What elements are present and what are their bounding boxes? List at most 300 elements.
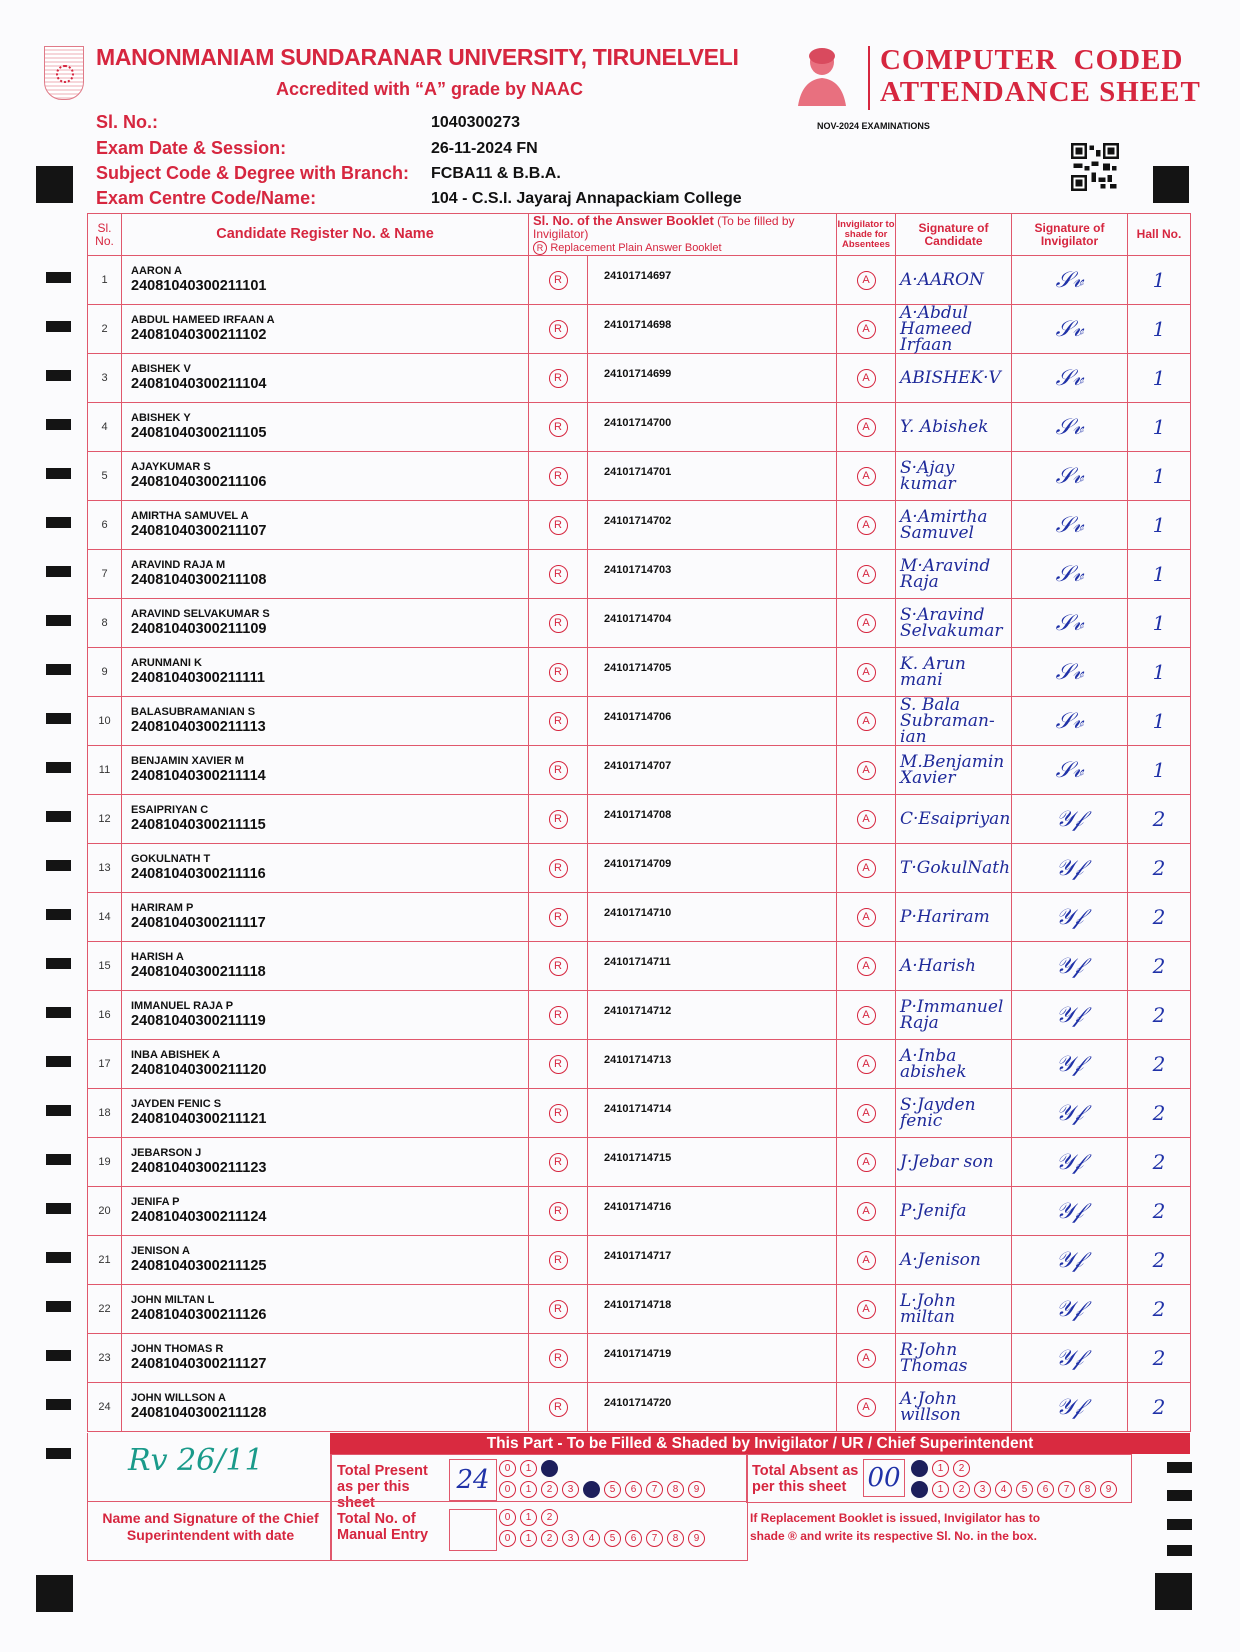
total-absent-label: Total Absent as per this sheet (752, 1463, 859, 1495)
university-name: MANONMANIAM SUNDARANAR UNIVERSITY, TIRUNELVELI (96, 44, 739, 70)
register-number: 24081040300211111 (131, 670, 265, 686)
absent-a-bubble[interactable]: A (857, 1349, 876, 1368)
replacement-r-bubble[interactable]: R (549, 1006, 568, 1025)
absent-bubble-cell[interactable] (837, 256, 896, 305)
absent-bubble-cell[interactable] (837, 550, 896, 599)
absent-a-bubble[interactable]: A (857, 1300, 876, 1319)
registration-mark (1155, 1573, 1192, 1610)
absent-bubble-cell[interactable] (837, 501, 896, 550)
absent-bubble-cell[interactable] (837, 1334, 896, 1383)
replacement-bubble-cell[interactable] (529, 1138, 588, 1187)
register-number: 24081040300211101 (131, 278, 267, 294)
row-sl-no: 13 (88, 844, 122, 893)
register-number: 24081040300211127 (131, 1356, 267, 1372)
register-number: 24081040300211125 (131, 1258, 267, 1274)
replacement-r-bubble[interactable]: R (549, 810, 568, 829)
replacement-bubble-cell[interactable] (529, 1285, 588, 1334)
candidate-cell (122, 403, 529, 452)
digit-bubble-0[interactable]: 0 (911, 1481, 928, 1498)
candidate-cell (122, 648, 529, 697)
replacement-r-bubble[interactable]: R (549, 761, 568, 780)
candidate-signature: S·Jayden fenic (896, 1089, 1012, 1138)
chief-label-box (87, 1501, 332, 1561)
replacement-r-bubble[interactable]: R (549, 957, 568, 976)
candidate-signature: S·Ajay kumar (896, 452, 1012, 501)
candidate-name: JEBARSON J (131, 1147, 202, 1159)
absent-bubble-cell[interactable] (837, 1187, 896, 1236)
candidate-cell (122, 1383, 529, 1432)
total-present-box[interactable]: 24 (449, 1459, 497, 1501)
absent-bubble-cell[interactable] (837, 305, 896, 354)
absent-a-bubble[interactable]: A (857, 1104, 876, 1123)
replacement-bubble-cell[interactable] (529, 1236, 588, 1285)
digit-bubble-2[interactable]: 2 (541, 1460, 558, 1477)
sl-no-value: 1040300273 (431, 114, 520, 131)
candidate-name: HARISH A (131, 951, 184, 963)
hall-number: 1 (1128, 501, 1191, 550)
absent-bubble-cell[interactable] (837, 795, 896, 844)
row-sl-no: 5 (88, 452, 122, 501)
register-number: 24081040300211116 (131, 866, 266, 882)
absent-bubble-cell[interactable] (837, 1040, 896, 1089)
table-row (88, 1285, 1191, 1334)
absent-a-bubble[interactable]: A (857, 1202, 876, 1221)
absent-a-bubble[interactable]: A (857, 957, 876, 976)
candidate-signature: K. Arun mani (896, 648, 1012, 697)
absent-a-bubble[interactable]: A (857, 369, 876, 388)
manual-units-bubbles[interactable] (499, 1530, 705, 1547)
hall-number: 2 (1128, 942, 1191, 991)
absent-bubble-cell[interactable] (837, 354, 896, 403)
absent-bubble-cell[interactable] (837, 648, 896, 697)
digit-bubble-1[interactable]: 1 (520, 1530, 537, 1547)
row-sl-no: 22 (88, 1285, 122, 1334)
table-row (88, 942, 1191, 991)
digit-bubble-3[interactable]: 3 (562, 1530, 579, 1547)
candidate-name: GOKULNATH T (131, 853, 211, 865)
invigilator-signature: 𝒴𝒻 (1012, 1236, 1128, 1285)
replacement-r-bubble[interactable]: R (549, 320, 568, 339)
exam-series: NOV-2024 EXAMINATIONS (817, 121, 930, 131)
replacement-r-bubble[interactable]: R (549, 1153, 568, 1172)
register-number: 24081040300211106 (131, 474, 267, 490)
absent-a-bubble[interactable]: A (857, 1153, 876, 1172)
absent-a-bubble[interactable]: A (857, 565, 876, 584)
invigilator-signature: 𝒴𝒻 (1012, 1187, 1128, 1236)
digit-bubble-8[interactable]: 8 (667, 1481, 684, 1498)
candidate-signature: M.Benjamin Xavier (896, 746, 1012, 795)
register-number: 24081040300211121 (131, 1111, 267, 1127)
candidate-name: JENIFA P (131, 1196, 180, 1208)
centre-value: 104 - C.S.I. Jayaraj Annapackiam College (431, 190, 742, 207)
digit-bubble-0[interactable]: 0 (911, 1460, 928, 1477)
row-sl-no: 15 (88, 942, 122, 991)
absent-bubble-cell[interactable] (837, 1285, 896, 1334)
absent-a-bubble[interactable]: A (857, 663, 876, 682)
absent-bubble-cell[interactable] (837, 1383, 896, 1432)
replacement-bubble-cell[interactable] (529, 648, 588, 697)
candidate-signature: S. Bala Subraman-ian (896, 697, 1012, 746)
absent-bubble-cell[interactable] (837, 942, 896, 991)
invigilator-signature: 𝒮𝓋 (1012, 501, 1128, 550)
replacement-r-bubble[interactable]: R (549, 1202, 568, 1221)
absent-a-bubble[interactable]: A (857, 1251, 876, 1270)
candidate-cell (122, 1089, 529, 1138)
manual-entry-label: Total No. of Manual Entry (337, 1511, 429, 1543)
booklet-number: 24101714709 (588, 844, 837, 893)
table-row (88, 746, 1191, 795)
table-row (88, 1187, 1191, 1236)
replacement-bubble-cell[interactable] (529, 256, 588, 305)
digit-bubble-9[interactable]: 9 (688, 1530, 705, 1547)
candidate-name: JOHN MILTAN L (131, 1294, 215, 1306)
table-row (88, 1040, 1191, 1089)
row-sl-no: 9 (88, 648, 122, 697)
candidate-signature: ABISHEK·V (896, 354, 1012, 403)
chief-label: Name and Signature of the Chief Superintendent with date (102, 1510, 319, 1543)
exam-date-value: 26-11-2024 FN (431, 140, 538, 157)
booklet-number: 24101714700 (588, 403, 837, 452)
candidate-name: HARIRAM P (131, 902, 194, 914)
replacement-bubble-cell[interactable] (529, 942, 588, 991)
absent-bubble-cell[interactable] (837, 403, 896, 452)
candidate-cell (122, 599, 529, 648)
register-number: 24081040300211107 (131, 523, 267, 539)
digit-bubble-6[interactable]: 6 (625, 1530, 642, 1547)
booklet-number: 24101714716 (588, 1187, 837, 1236)
candidate-name: JOHN WILLSON A (131, 1392, 226, 1404)
absent-a-bubble[interactable]: A (857, 614, 876, 633)
invigilator-signature: 𝒮𝓋 (1012, 697, 1128, 746)
candidate-signature: A·Inba abishek (896, 1040, 1012, 1089)
row-sl-no: 6 (88, 501, 122, 550)
digit-bubble-9[interactable]: 9 (688, 1481, 705, 1498)
absent-a-bubble[interactable]: A (857, 859, 876, 878)
absent-a-bubble[interactable]: A (857, 1055, 876, 1074)
digit-bubble-0[interactable]: 0 (499, 1509, 516, 1526)
candidate-cell (122, 1138, 529, 1187)
digit-bubble-1[interactable]: 1 (932, 1460, 949, 1477)
registration-mark (36, 1575, 73, 1612)
candidate-signature: Y. Abishek (896, 403, 1012, 452)
candidate-name: AJAYKUMAR S (131, 461, 211, 473)
candidate-cell (122, 354, 529, 403)
subject-value: FCBA11 & B.B.A. (431, 165, 561, 182)
replacement-bubble-cell[interactable] (529, 746, 588, 795)
digit-bubble-1[interactable]: 1 (520, 1460, 537, 1477)
hall-number: 2 (1128, 1236, 1191, 1285)
row-sl-no: 4 (88, 403, 122, 452)
row-sl-no: 24 (88, 1383, 122, 1432)
absent-a-bubble[interactable]: A (857, 761, 876, 780)
digit-bubble-2[interactable]: 2 (953, 1481, 970, 1498)
table-row (88, 599, 1191, 648)
digit-bubble-1[interactable]: 1 (932, 1481, 949, 1498)
qr-code-icon (1071, 142, 1119, 192)
hall-number: 1 (1128, 354, 1191, 403)
hall-number: 1 (1128, 599, 1191, 648)
replacement-r-bubble[interactable]: R (549, 663, 568, 682)
replacement-bubble-cell[interactable] (529, 354, 588, 403)
table-row (88, 501, 1191, 550)
digit-bubble-7[interactable]: 7 (646, 1481, 663, 1498)
digit-bubble-7[interactable]: 7 (1058, 1481, 1075, 1498)
digit-bubble-5[interactable]: 5 (604, 1481, 621, 1498)
replacement-r-bubble[interactable]: R (549, 1055, 568, 1074)
candidate-cell (122, 942, 529, 991)
replacement-bubble-cell[interactable] (529, 1334, 588, 1383)
hall-number: 2 (1128, 1383, 1191, 1432)
replacement-r-bubble[interactable]: R (549, 418, 568, 437)
replacement-r-bubble[interactable]: R (549, 1398, 568, 1417)
row-sl-no: 18 (88, 1089, 122, 1138)
booklet-number: 24101714719 (588, 1334, 837, 1383)
total-present-label: Total Present as per this sheet (337, 1463, 428, 1511)
hall-number: 2 (1128, 1040, 1191, 1089)
booklet-number: 24101714701 (588, 452, 837, 501)
replacement-bubble-cell[interactable] (529, 893, 588, 942)
digit-bubble-4[interactable]: 4 (995, 1481, 1012, 1498)
table-row (88, 305, 1191, 354)
candidate-name: BALASUBRAMANIAN S (131, 706, 256, 718)
absent-bubble-cell[interactable] (837, 1138, 896, 1187)
booklet-header-sub: Replacement Plain Answer Booklet (550, 242, 722, 254)
replacement-r-bubble[interactable]: R (549, 565, 568, 584)
candidate-cell (122, 550, 529, 599)
accreditation: Accredited with “A” grade by NAAC (276, 79, 584, 99)
absent-bubble-cell[interactable] (837, 844, 896, 893)
absent-bubble-cell[interactable] (837, 697, 896, 746)
booklet-number: 24101714717 (588, 1236, 837, 1285)
total-absent-box[interactable]: 00 (863, 1459, 905, 1497)
invigilator-signature: 𝒴𝒻 (1012, 1089, 1128, 1138)
row-sl-no: 21 (88, 1236, 122, 1285)
invigilator-signature: 𝒴𝒻 (1012, 991, 1128, 1040)
absent-tens-bubbles[interactable] (911, 1460, 970, 1477)
absent-bubble-cell[interactable] (837, 1236, 896, 1285)
table-row (88, 844, 1191, 893)
replacement-r-icon: R (533, 241, 547, 255)
absent-a-bubble[interactable]: A (857, 271, 876, 290)
candidate-name: ARAVIND SELVAKUMAR S (131, 608, 270, 620)
hall-number: 2 (1128, 844, 1191, 893)
register-number: 24081040300211114 (131, 768, 266, 784)
col-header-booklet (529, 214, 837, 256)
row-sl-no: 14 (88, 893, 122, 942)
table-row (88, 550, 1191, 599)
digit-bubble-4[interactable]: 4 (583, 1530, 600, 1547)
candidate-cell (122, 1236, 529, 1285)
absent-a-bubble[interactable]: A (857, 908, 876, 927)
candidate-cell (122, 991, 529, 1040)
replacement-r-bubble[interactable]: R (549, 859, 568, 878)
digit-bubble-1[interactable]: 1 (520, 1481, 537, 1498)
replacement-r-bubble[interactable]: R (549, 1300, 568, 1319)
hall-number: 1 (1128, 403, 1191, 452)
register-number: 24081040300211104 (131, 376, 267, 392)
booklet-number: 24101714712 (588, 991, 837, 1040)
replacement-r-bubble[interactable]: R (549, 516, 568, 535)
replacement-bubble-cell[interactable] (529, 501, 588, 550)
digit-bubble-8[interactable]: 8 (667, 1530, 684, 1547)
candidate-cell (122, 1334, 529, 1383)
digit-bubble-3[interactable]: 3 (562, 1481, 579, 1498)
replacement-bubble-cell[interactable] (529, 991, 588, 1040)
replacement-r-bubble[interactable]: R (549, 369, 568, 388)
replacement-r-bubble[interactable]: R (549, 467, 568, 486)
replacement-bubble-cell[interactable] (529, 550, 588, 599)
replacement-bubble-cell[interactable] (529, 844, 588, 893)
invigilator-signature: 𝒮𝓋 (1012, 550, 1128, 599)
absent-bubble-cell[interactable] (837, 1089, 896, 1138)
absent-a-bubble[interactable]: A (857, 712, 876, 731)
hall-number: 1 (1128, 648, 1191, 697)
replacement-bubble-cell[interactable] (529, 305, 588, 354)
candidate-signature: P·Hariram (896, 893, 1012, 942)
candidate-name: IMMANUEL RAJA P (131, 1000, 234, 1012)
present-tens-bubbles[interactable] (499, 1460, 558, 1477)
absent-bubble-cell[interactable] (837, 599, 896, 648)
invigilator-signature: 𝒮𝓋 (1012, 648, 1128, 697)
replacement-bubble-cell[interactable] (529, 1383, 588, 1432)
digit-bubble-6[interactable]: 6 (625, 1481, 642, 1498)
table-row (88, 354, 1191, 403)
row-sl-no: 3 (88, 354, 122, 403)
replacement-bubble-cell[interactable] (529, 599, 588, 648)
table-row (88, 1334, 1191, 1383)
hall-number: 1 (1128, 256, 1191, 305)
table-row (88, 403, 1191, 452)
replacement-bubble-cell[interactable] (529, 403, 588, 452)
table-row (88, 452, 1191, 501)
register-number: 24081040300211109 (131, 621, 267, 637)
candidate-cell (122, 1285, 529, 1334)
absent-bubble-cell[interactable] (837, 452, 896, 501)
hall-number: 2 (1128, 1187, 1191, 1236)
replacement-bubble-cell[interactable] (529, 1187, 588, 1236)
hall-number: 1 (1128, 746, 1191, 795)
absent-a-bubble[interactable]: A (857, 1006, 876, 1025)
sl-no-label: Sl. No.: (96, 112, 158, 132)
present-units-bubbles[interactable] (499, 1481, 705, 1498)
digit-bubble-4[interactable]: 4 (583, 1481, 600, 1498)
digit-bubble-0[interactable]: 0 (499, 1530, 516, 1547)
replacement-bubble-cell[interactable] (529, 795, 588, 844)
digit-bubble-0[interactable]: 0 (499, 1481, 516, 1498)
invigilator-signature: 𝒴𝒻 (1012, 795, 1128, 844)
absent-a-bubble[interactable]: A (857, 516, 876, 535)
row-sl-no: 20 (88, 1187, 122, 1236)
digit-bubble-1[interactable]: 1 (520, 1509, 537, 1526)
row-sl-no: 12 (88, 795, 122, 844)
manual-entry-box[interactable] (449, 1509, 497, 1551)
booklet-number: 24101714718 (588, 1285, 837, 1334)
absent-a-bubble[interactable]: A (857, 1398, 876, 1417)
candidate-signature: A·AARON (896, 256, 1012, 305)
replacement-r-bubble[interactable]: R (549, 712, 568, 731)
absent-a-bubble[interactable]: A (857, 320, 876, 339)
replacement-bubble-cell[interactable] (529, 452, 588, 501)
candidate-cell (122, 452, 529, 501)
divider (330, 1501, 746, 1502)
row-sl-no: 11 (88, 746, 122, 795)
replacement-bubble-cell[interactable] (529, 1089, 588, 1138)
replacement-r-bubble[interactable]: R (549, 1104, 568, 1123)
row-sl-no: 10 (88, 697, 122, 746)
replacement-bubble-cell[interactable] (529, 697, 588, 746)
row-sl-no: 7 (88, 550, 122, 599)
absent-bubble-cell[interactable] (837, 746, 896, 795)
candidate-signature: A·John willson (896, 1383, 1012, 1432)
candidate-name: AARON A (131, 265, 182, 277)
row-sl-no: 19 (88, 1138, 122, 1187)
absent-bubble-cell[interactable] (837, 893, 896, 942)
digit-bubble-0[interactable]: 0 (499, 1460, 516, 1477)
replacement-r-bubble[interactable]: R (549, 271, 568, 290)
hall-number: 1 (1128, 305, 1191, 354)
digit-bubble-2[interactable]: 2 (541, 1481, 558, 1498)
sheet-title-line1: COMPUTER CODED (880, 44, 1184, 76)
digit-bubble-2[interactable]: 2 (953, 1460, 970, 1477)
register-number: 24081040300211128 (131, 1405, 267, 1421)
candidate-signature: A·Amirtha Samuvel (896, 501, 1012, 550)
hall-number: 2 (1128, 1285, 1191, 1334)
digit-bubble-5[interactable]: 5 (604, 1530, 621, 1547)
candidate-name: ABISHEK Y (131, 412, 191, 424)
candidate-name: ESAIPRIYAN C (131, 804, 209, 816)
booklet-header-note: (To be filled by Invigilator) (533, 214, 795, 241)
centre-label: Exam Centre Code/Name: (96, 188, 317, 208)
table-row (88, 1383, 1191, 1432)
absent-a-bubble[interactable]: A (857, 418, 876, 437)
register-number: 24081040300211126 (131, 1307, 267, 1323)
candidate-signature: A·Harish (896, 942, 1012, 991)
invigilator-signature: 𝒮𝓋 (1012, 305, 1128, 354)
candidate-cell (122, 1040, 529, 1089)
digit-bubble-6[interactable]: 6 (1037, 1481, 1054, 1498)
manual-tens-bubbles[interactable] (499, 1509, 558, 1526)
replacement-bubble-cell[interactable] (529, 1040, 588, 1089)
hall-number: 2 (1128, 893, 1191, 942)
digit-bubble-2[interactable]: 2 (541, 1530, 558, 1547)
absent-a-bubble[interactable]: A (857, 467, 876, 486)
replacement-r-bubble[interactable]: R (549, 908, 568, 927)
replacement-r-bubble[interactable]: R (549, 1251, 568, 1270)
replacement-r-bubble[interactable]: R (549, 1349, 568, 1368)
digit-bubble-5[interactable]: 5 (1016, 1481, 1033, 1498)
register-number: 24081040300211118 (131, 964, 266, 980)
absent-units-bubbles[interactable] (911, 1481, 1117, 1498)
absent-bubble-cell[interactable] (837, 991, 896, 1040)
register-number: 24081040300211120 (131, 1062, 267, 1078)
col-header-sl: Sl. No. (88, 214, 122, 256)
table-row (88, 697, 1191, 746)
digit-bubble-3[interactable]: 3 (974, 1481, 991, 1498)
digit-bubble-7[interactable]: 7 (646, 1530, 663, 1547)
candidate-name: INBA ABISHEK A (131, 1049, 221, 1061)
digit-bubble-9[interactable]: 9 (1100, 1481, 1117, 1498)
replacement-r-bubble[interactable]: R (549, 614, 568, 633)
absent-a-bubble[interactable]: A (857, 810, 876, 829)
digit-bubble-2[interactable]: 2 (541, 1509, 558, 1526)
invigilator-signature: 𝒮𝓋 (1012, 746, 1128, 795)
row-sl-no: 23 (88, 1334, 122, 1383)
candidate-signature: P·Jenifa (896, 1187, 1012, 1236)
invigilator-signature: 𝒮𝓋 (1012, 403, 1128, 452)
digit-bubble-8[interactable]: 8 (1079, 1481, 1096, 1498)
candidate-cell (122, 893, 529, 942)
invigilator-signature: 𝒴𝒻 (1012, 893, 1128, 942)
